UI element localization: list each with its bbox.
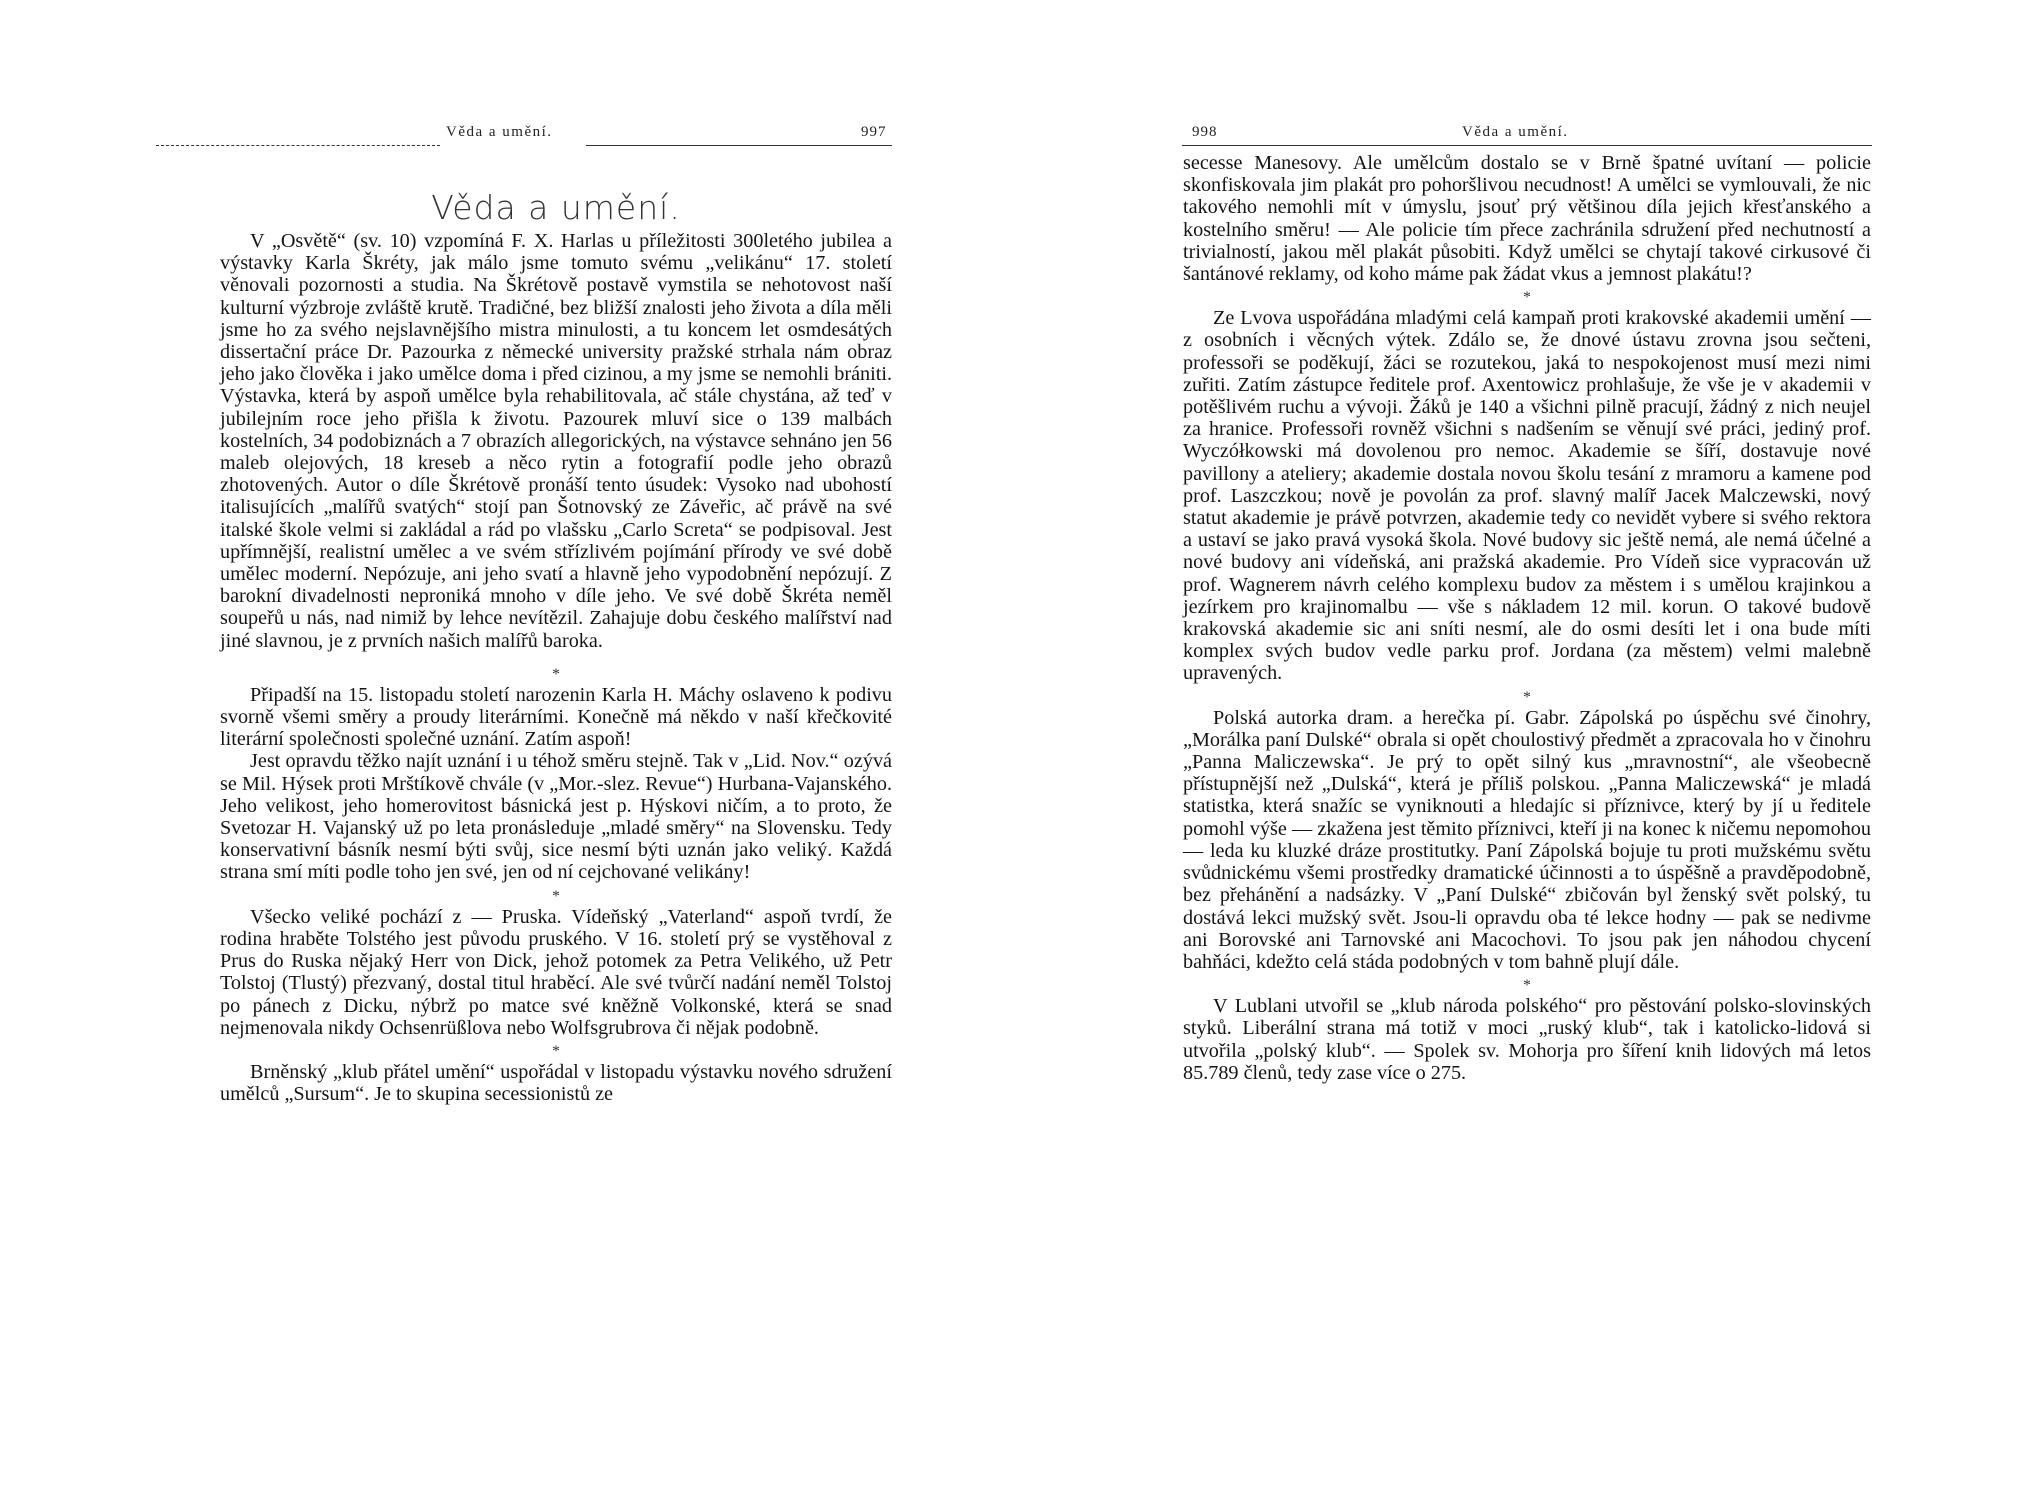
asterisk-separator: *	[1523, 289, 1531, 307]
paragraph: V „Osvětě“ (sv. 10) vzpomíná F. X. Harlas u příležitosti 300letého jubilea a výstavky Karla Škréty, jak málo jsme tomuto svému „velikánu“ 17. století věnovali pozornosti a studia. Na Škrétově postavě vymstila se nehotovost naší kulturní výzbroje zvláště krutě. Tradičné, bez bližší znalosti jeho života a díla měli jsme ho za svého nejslavnějšího mistra minulosti, a tu koncem let osmdesátých dissertační práce Dr. Pazourka z německé university pražské strhala nám obraz jeho jako člověka i jako umělce doma i před cizinou, a my jsme se nemohli brániti. Výstavka, která by aspoň umělce byla rehabilitovala, ač stále chystána, až teď v jubilejním roce jeho přišla k životu. Pazourek mluví sice o 139 malbách kostelních, 34 podobiznách a 7 obrazích allegorických, na výstavce sehnáno jen 56 maleb olejových, 18 kreseb a něco rytin a fotografií podle jeho obrazů zhotovených. Autor o díle Škrétově pronáší tento úsudek: Vysoko nad ubohostí italisujících „malířů svatých“ stojí pan Šotnovský ze Záveřic, ač právě na své italské škole velmi si zakládal a rád po vlašsku „Carlo Screta“ se podpisoval. Jest upřímnější, realistní umělec a ve svém střízlivém pojímání přírody ve své době umělec moderní. Nepózuje, ani jeho svatí a hlavně jeho vypodobnění nepózují. Z barokní divadelnosti neproniká mnoho v díle jeho. Ve své době Škréta neměl soupeřů u nás, nad nimiž by lehce nevítězil. Zahajuje dobu českého malířství nad jiné slavnou, je z prvních našich malířů baroka.	[220, 230, 892, 652]
asterisk-separator: *	[1523, 977, 1531, 995]
asterisk-separator: *	[1523, 688, 1531, 706]
right-page	[1022, 0, 2044, 1500]
page-number: 997	[861, 124, 887, 140]
right-column-text	[1183, 152, 1871, 1084]
asterisk-separator: *	[552, 665, 560, 683]
paragraph: Jest opravdu těžko najít uznání i u téhož směru stejně. Tak v „Lid. Nov.“ ozývá se Mil. Hýsek proti Mrštíkově chvále (v „Mor.-slez. Revue“) Hurbana-Vajanského. Jeho velikost, jeho homerovitost básnická jest p. Hýskovi ničím, a to proto, že Svetozar H. Vajanský už po leta pronásleduje „mladé směry“ na Slovensku. Tedy konservativní básník nesmí býti svůj, sice nesmí býti uznán jako veliký. Každá strana smí míti podle toho jen své, jen od ní cejchované velikány!	[220, 750, 892, 884]
paragraph: Brněnský „klub přátel umění“ uspořádal v listopadu výstavku nového sdružení umělců „Sursum“. Je to skupina secessionistů ze	[220, 1060, 892, 1106]
paragraph: secesse Manesovy. Ale umělcům dostalo se v Brně špatné uvítaní — policie skonfiskovala jim plakát pro pohoršlivou necudnost! A umělci se vymlouvali, že nic takového nemohli mít v úmyslu, jsouť prý většinou díla jejich křesťanského a kostelního směru! — Ale policie tím přece zachránila sdružení před nechutností a trivialností, jakou měl plakát působiti. Když umělci se chytají takové cirkusové či šantánové reklamy, od koho máme pak žádat vkus a jemnost plakátu!?	[1183, 152, 1871, 286]
running-head: Věda a umění.	[446, 124, 553, 140]
paragraph: Polská autorka dram. a herečka pí. Gabr. Zápolská po úspěchu své činohry, „Morálka paní Dulské“ obrala si opět choulostivý předmět a zpracovala ho v činohru „Panna Maliczewska“. Je prý to opět silný kus „mravnostní“, ale všeobecně přístupnější než „Dulská“, která je příliš polskou. „Panna Maliczewská“ je mladá statistka, která snažíc se vyniknouti a hledajíc si příznivce, který by jí u ředitele pomohl výše — zkažena jest těmito příznivci, kteří ji na konec k ničemu nepomohou — leda ku kluzké dráze prostitutky. Paní Zápolská bojuje tu proti mužskému světu svůdnickému všemi prostředky dramatické účinnosti a to úspěšně a pravděpodobně, bez přehánění a nadsázky. V „Paní Dulské“ zbičován byl ženský svět polský, tu dostává lekci mužský svět. Jsou-li opravdu oba té lekce hodny — pak se nedivme ani Borovské ani Tarnovské ani Macochovi. To jsou pak jen náhodou chycení bahňáci, kdežto celá stáda podobných v tom bahně plují dále.	[1183, 706, 1871, 973]
asterisk-separator: *	[552, 1042, 560, 1060]
header-rule	[1182, 145, 1872, 146]
paragraph: Ze Lvova uspořádána mladými celá kampaň proti krakovské akademii umění — z osobních i věcných výtek. Zdálo se, že dnové ústavu zrovna jsou sečteni, professoři se poděkují, žáci se rozutekou, jaká to nespokojenost musí mezi nimi zuřiti. Zatím zástupce ředitele prof. Axentowicz prohlašuje, že vše je v akademii v potěšlivém ruchu a vývoji. Žáků je 140 a všichni pilně pracují, žádný z nich neujel za hranice. Professoři rovněž všichni s nadšením se věnují své práci, jediný prof. Wyczółkowski má dovolenou pro nemoc. Akademie se šíří, dostavuje nové pavillony a ateliery; akademie dostala novou školu tesání z mramoru a kamene pod prof. Laszczkou; nově je povolán za prof. slavný malíř Jacek Malczewski, nový statut akademie je právě potvrzen, akademie tedy co nevidět vybere si svého rektora a ustaví se jako pravá vysoká škola. Nové budovy sic ještě nemá, ale nemá účelné a nové budovy ani vídeňská, ani pražská akademie. Pro Vídeň sice vypracován už prof. Wagnerem návrh celého komplexu budov za městem i s umělou krajinkou a jezírkem pro krajinomalbu — vše s nákladem 12 mil. korun. O takové budově krakovská akademie sic ani sníti nesmí, ale do osmi desíti let i ona bude míti komplex svých budov vedle parku prof. Jordana (za městem) velmi malebně upravených.	[1183, 307, 1871, 685]
paragraph: Připadší na 15. listopadu století narozenin Karla H. Máchy oslaveno k podivu svorně všemi směry a proudy literárními. Konečně má někdo v naší křečkovité literární společnosti společné uznání. Zatím aspoň!	[220, 683, 892, 751]
running-head: Věda a umění.	[1462, 124, 1569, 140]
page-number: 998	[1192, 124, 1218, 140]
paragraph: Všecko veliké pochází z — Pruska. Vídeňský „Vaterland“ aspoň tvrdí, že rodina hraběte Tolstého jest původu pruského. V 16. století prý se vystěhoval z Prus do Ruska nějaký Herr von Dick, jehož potomek za Petra Velikého, už Petr Tolstoj (Tlustý) přezvaný, dostal titul hraběcí. Ale své tvůrčí nadání neměl Tolstoj po pánech z Dicku, nýbrž po matce své kněžně Volkonské, která se snad nejmenovala nikdy Ochsenrüßlova nebo Wolfsgrubrova či nějak podobně.	[220, 905, 892, 1039]
header-rule	[156, 145, 440, 146]
section-title: Věda a umění.	[431, 188, 681, 227]
asterisk-separator: *	[552, 887, 560, 905]
header-rule	[586, 145, 892, 146]
paragraph: V Lublani utvořil se „klub národa polského“ pro pěstování polsko-slovinských styků. Liberální strana má totiž v moci „ruský klub“, tak i katolicko-lidová si utvořila „polský klub“. — Spolek sv. Mohorja pro šíření knih lidových má letos 85.789 členů, tedy zase více o 275.	[1183, 995, 1871, 1084]
left-column-text	[220, 230, 892, 1105]
